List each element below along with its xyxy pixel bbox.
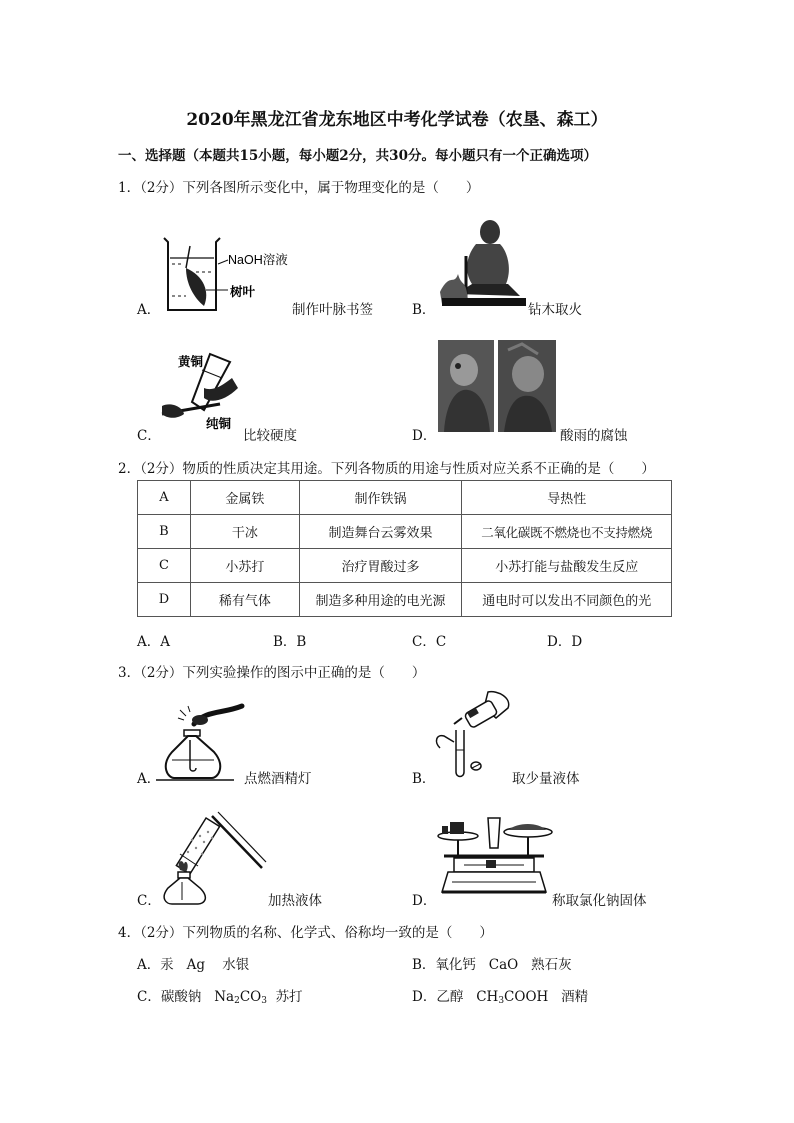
q4-option-a xyxy=(137,953,249,973)
q4-option-b-formula: CaO xyxy=(488,957,519,973)
q4-option-c-letter: C． xyxy=(137,989,161,1005)
question-4-stem: 4．（2分）下列物质的名称、化学式、俗称均一致的是（ ） xyxy=(118,925,493,941)
table-row xyxy=(138,583,672,617)
question-3-stem: 3．（2分）下列实验操作的图示中正确的是（ ） xyxy=(118,665,426,681)
q4-option-c-name: 碳酸钠 xyxy=(160,989,202,1005)
table-cell: 通电时可以发出不同颜色的光 xyxy=(462,583,672,617)
naoh-label: NaOH溶液 xyxy=(228,253,288,267)
table-row xyxy=(138,549,672,583)
q2-answer-b: B．B xyxy=(273,634,307,650)
q3-option-d-caption: 称取氯化钠固体 xyxy=(552,893,647,909)
q1-option-c-letter: C． xyxy=(137,428,161,444)
table-cell: 制造舞台云雾效果 xyxy=(299,515,462,549)
page-title: 2020年黑龙江省龙东地区中考化学试卷（农垦、森工） xyxy=(186,110,608,130)
q4-option-a-letter: A． xyxy=(137,957,161,973)
table-cell: A xyxy=(138,481,191,515)
table-cell: 二氧化碳既不燃烧也不支持燃烧 xyxy=(462,515,672,549)
q1-option-a-caption: 制作叶脉书签 xyxy=(292,302,373,318)
q4-option-d-name: 乙醇 xyxy=(436,989,464,1005)
q1-option-d-caption: 酸雨的腐蚀 xyxy=(560,428,628,444)
q4-option-b-common: 熟石灰 xyxy=(531,957,572,973)
table-row xyxy=(138,515,672,549)
beaker-leaf-figure xyxy=(160,232,300,314)
q1-option-a-letter: A． xyxy=(137,302,161,318)
q1-option-c-caption: 比较硬度 xyxy=(243,428,297,444)
q3-option-d-letter: D． xyxy=(412,893,437,909)
q1-option-b-letter: B． xyxy=(412,302,436,318)
balance-figure xyxy=(434,812,554,900)
q3-option-a-caption: 点燃酒精灯 xyxy=(244,771,312,787)
q4-option-a-formula: Ag xyxy=(186,957,206,973)
table-cell: D xyxy=(138,583,191,617)
table-cell: 导热性 xyxy=(462,481,672,515)
q3-option-a-letter: A． xyxy=(137,771,161,787)
q3-option-b-caption: 取少量液体 xyxy=(512,771,580,787)
q2-answer-a: A．A xyxy=(137,634,170,650)
q4-option-d xyxy=(412,985,588,1006)
q4-option-d-formula: $CH_3COOH$ xyxy=(476,989,549,1006)
acid-rain-photos-figure xyxy=(438,340,556,432)
q2-answer-d: D．D xyxy=(547,634,583,650)
q4-option-a-name: 汞 xyxy=(160,957,174,973)
q3-option-b-letter: B． xyxy=(412,771,436,787)
table-row xyxy=(138,481,672,515)
q4-option-b-name: 氧化钙 xyxy=(435,957,476,973)
table-cell: 治疗胃酸过多 xyxy=(299,549,462,583)
brass-label: 黄铜 xyxy=(178,355,204,369)
q4-option-a-common: 水银 xyxy=(222,957,250,973)
table-cell: 制造多种用途的电光源 xyxy=(299,583,462,617)
copper-label: 纯铜 xyxy=(206,417,232,431)
scratch-test-figure xyxy=(160,348,250,438)
table-cell: 金属铁 xyxy=(190,481,299,515)
pour-liquid-figure xyxy=(432,688,522,784)
table-cell: 小苏打能与盐酸发生反应 xyxy=(462,549,672,583)
q1-option-d-letter: D． xyxy=(412,428,437,444)
q4-option-b xyxy=(412,953,572,973)
heat-tube-figure xyxy=(150,808,270,908)
table-cell: 小苏打 xyxy=(190,549,299,583)
leaf-label: 树叶 xyxy=(230,285,256,299)
q3-option-c-caption: 加热液体 xyxy=(268,893,322,909)
table-cell: 稀有气体 xyxy=(190,583,299,617)
table-cell: 干冰 xyxy=(190,515,299,549)
property-use-table xyxy=(137,480,672,617)
q4-option-c-formula: $Na_2CO_3$ xyxy=(214,989,267,1006)
q4-option-d-letter: D． xyxy=(412,989,437,1005)
q2-answer-c: C．C xyxy=(412,634,447,650)
question-1-stem: 1．（2分）下列各图所示变化中，属于物理变化的是（ ） xyxy=(118,180,480,196)
q1-option-b-caption: 钻木取火 xyxy=(528,302,582,318)
drill-fire-figure xyxy=(436,212,532,308)
table-cell: B xyxy=(138,515,191,549)
section-heading: 一、选择题（本题共15小题，每小题2分，共30分。每小题只有一个正确选项） xyxy=(118,148,597,164)
q4-option-c xyxy=(137,985,303,1006)
q4-option-b-letter: B． xyxy=(412,957,436,973)
alcohol-lamp-figure xyxy=(150,696,250,788)
table-cell: 制作铁锅 xyxy=(299,481,462,515)
q4-option-d-common: 酒精 xyxy=(561,989,589,1005)
q4-option-c-common: 苏打 xyxy=(275,989,303,1005)
q3-option-c-letter: C． xyxy=(137,893,161,909)
question-2-stem: 2．（2分）物质的性质决定其用途。下列各物质的用途与性质对应关系不正确的是（ ） xyxy=(118,461,655,477)
table-cell: C xyxy=(138,549,191,583)
